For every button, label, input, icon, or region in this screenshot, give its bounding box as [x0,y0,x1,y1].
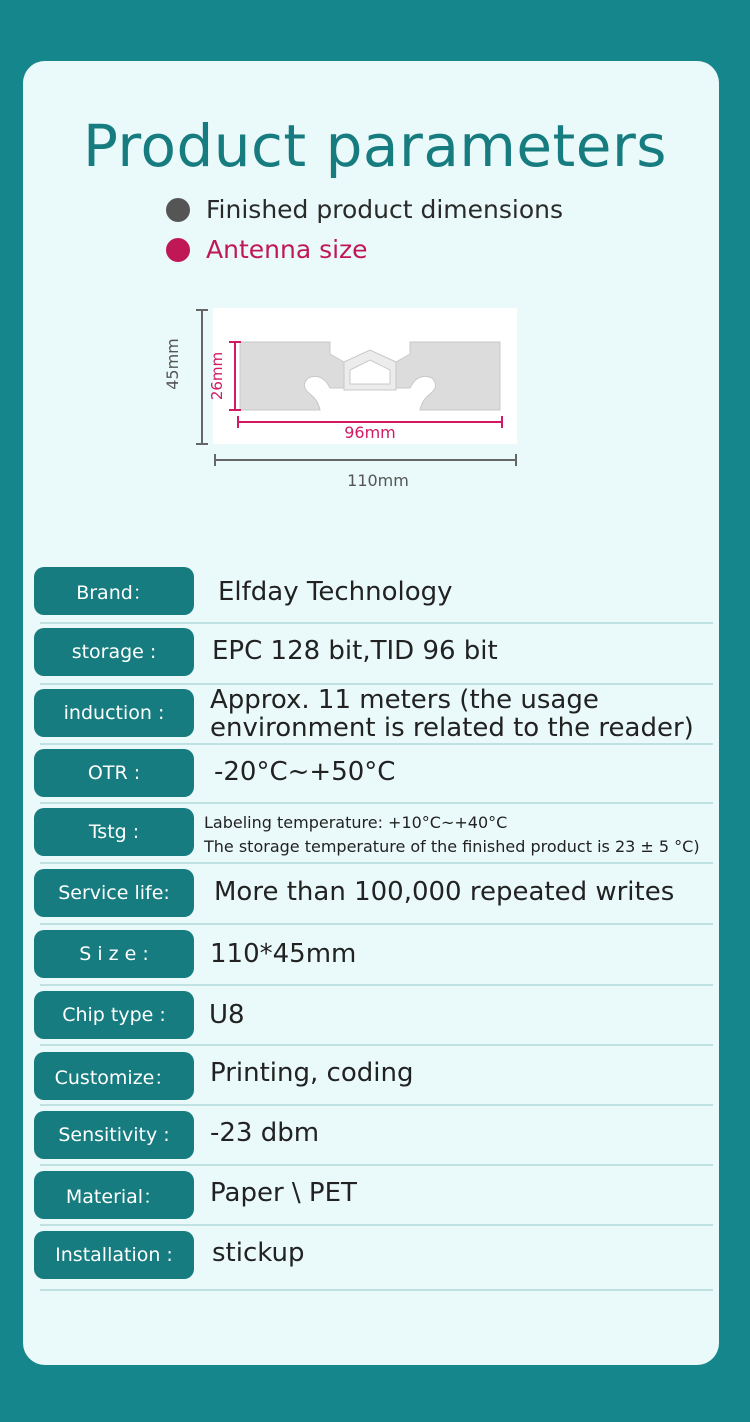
row-divider [40,923,713,925]
param-value-customize: Printing, coding [210,1058,414,1088]
width-dimension-label: 110mm [347,471,409,490]
param-label-chip-type: Chip type : [34,991,194,1039]
param-label-brand: Brand： [34,567,194,615]
param-label-service-life: Service life: [34,869,194,917]
param-value-tstg [204,811,700,859]
width-dimension-line [215,454,516,466]
param-label-tstg: Tstg : [34,808,194,856]
magenta-dot-icon [166,238,190,262]
row-divider [40,1104,713,1106]
param-value-size: 110*45mm [210,939,357,969]
row-divider [40,984,713,986]
param-value-material: Paper \ PET [210,1178,357,1208]
gray-dot-icon [166,198,190,222]
row-divider [40,1044,713,1046]
height-dimension-label: 45mm [163,338,182,390]
row-divider [40,802,713,804]
row-divider [40,743,713,745]
param-value-service-life: More than 100,000 repeated writes [214,877,675,907]
param-label-sensitivity: Sensitivity : [34,1111,194,1159]
param-value-chip-type: U8 [209,1000,245,1030]
row-divider [40,862,713,864]
param-value-line: The storage temperature of the finished product is 23 ± 5 °C) [204,837,700,856]
param-value-line: environment is related to the reader) [210,713,694,743]
param-value-induction [210,686,694,742]
param-value-otr: -20°C~+50°C [214,757,396,787]
row-divider [40,622,713,624]
row-divider [40,1224,713,1226]
tag-dimension-diagram [160,298,540,498]
param-value-storage: EPC 128 bit,TID 96 bit [212,636,498,666]
param-value-line: Labeling temperature: +10°C~+40°C [204,813,508,832]
page-title: Product parameters [82,112,668,180]
legend-item-antenna-size [166,233,368,267]
legend-label: Antenna size [206,235,368,264]
row-divider [40,1289,713,1291]
param-label-customize: Customize： [34,1052,194,1100]
param-label-induction: induction : [34,689,194,737]
param-label-size: S i z e : [34,930,194,978]
row-divider [40,1164,713,1166]
param-value-brand: Elfday Technology [218,577,453,607]
antenna-width-label: 96mm [344,423,396,442]
height-dimension-line [196,310,208,444]
legend-item-finished-dimensions [166,193,563,227]
param-value-installation: stickup [212,1238,305,1268]
param-label-material: Material： [34,1171,194,1219]
legend-label: Finished product dimensions [206,195,563,224]
param-value-sensitivity: -23 dbm [210,1118,320,1148]
antenna-height-label: 26mm [208,351,226,401]
param-label-storage: storage : [34,628,194,676]
param-value-line: Approx. 11 meters (the usage [210,685,599,715]
param-label-installation: Installation : [34,1231,194,1279]
param-label-otr: OTR : [34,749,194,797]
